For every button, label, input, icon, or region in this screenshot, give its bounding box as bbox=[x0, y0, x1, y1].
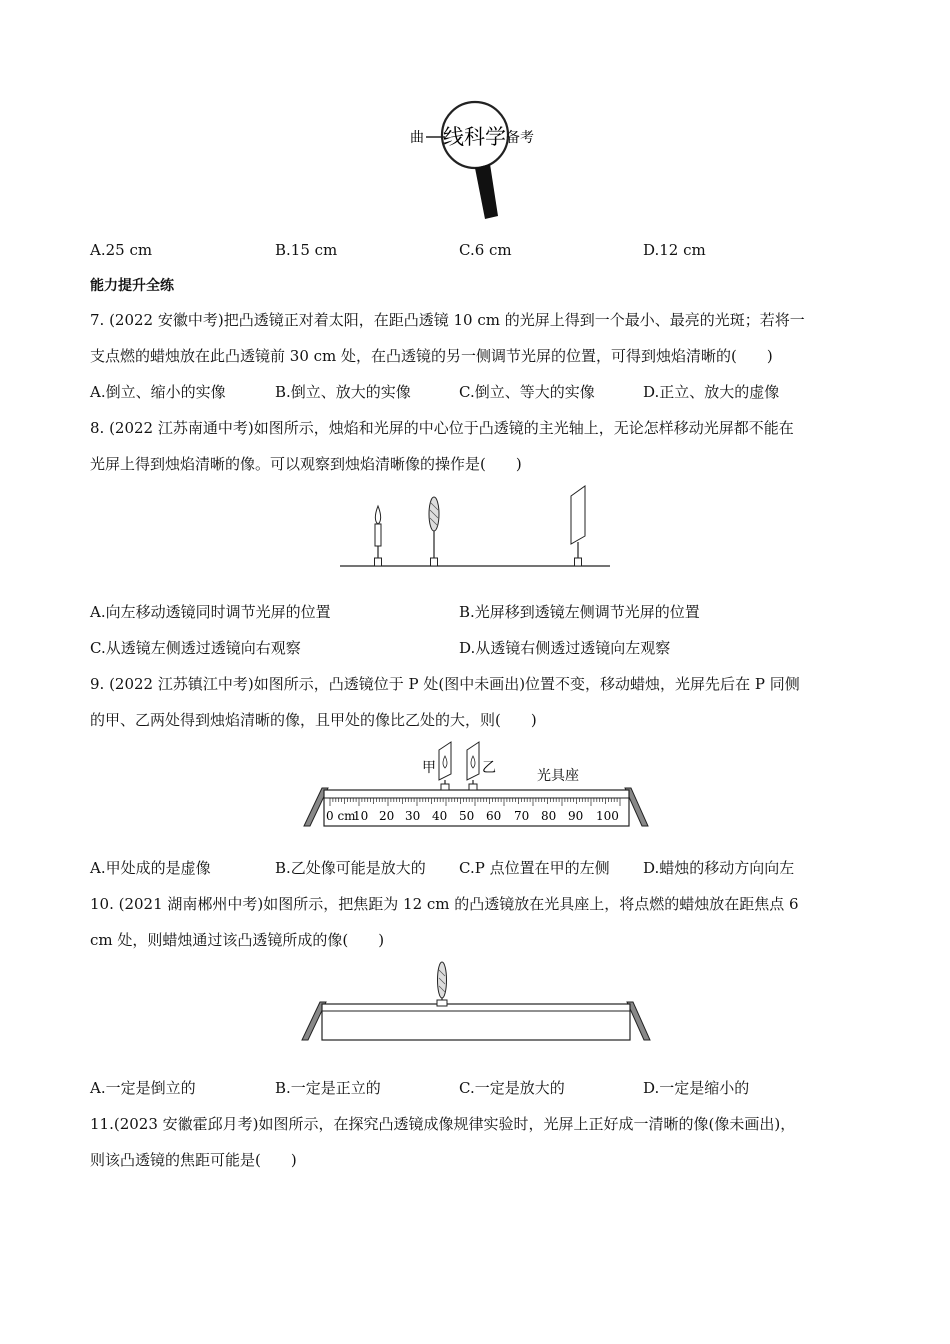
ruler-label-10: 10 bbox=[353, 809, 369, 823]
screen-yi-icon bbox=[467, 742, 479, 790]
q9-text-line1: 9. (2022 江苏镇江中考)如图所示，凸透镜位于 P 处(图中未画出)位置不变，移动蜡烛，光屏先后在 P 同侧 bbox=[90, 675, 800, 693]
q7-text-line1: 7. (2022 安徽中考)把凸透镜正对着太阳，在距凸透镜 10 cm 的光屏上得到一个最小、最亮的光斑；若将一 bbox=[90, 311, 805, 329]
convex-lens-icon bbox=[429, 497, 439, 566]
ruler-label-100: 100 bbox=[596, 809, 619, 823]
q8-option-a: A.向左移动透镜同时调节光屏的位置 bbox=[90, 603, 331, 621]
q9-text-line2: 的甲、乙两处得到烛焰清晰的像，且甲处的像比乙处的大，则( ) bbox=[90, 711, 537, 729]
logo-text-right: 备考 bbox=[506, 130, 534, 146]
label-yi: 乙 bbox=[482, 760, 496, 776]
q11-text-line2: 则该凸透镜的焦距可能是( ) bbox=[90, 1151, 297, 1169]
section-title: 能力提升全练 bbox=[90, 278, 174, 294]
q7-option-d: D.正立、放大的虚像 bbox=[643, 383, 780, 401]
header-logo bbox=[400, 90, 560, 220]
logo-text-left: 曲 bbox=[410, 130, 424, 146]
convex-lens-icon bbox=[437, 962, 447, 1006]
q10-option-d: D.一定是缩小的 bbox=[643, 1079, 750, 1097]
label-optical-bench: 光具座 bbox=[537, 768, 579, 784]
q7-text-line2: 支点燃的蜡烛放在此凸透镜前 30 cm 处，在凸透镜的另一侧调节光屏的位置，可得到烛焰清晰的( ) bbox=[90, 347, 773, 365]
q6-option-b: B.15 cm bbox=[275, 241, 338, 259]
q10-option-a: A.一定是倒立的 bbox=[90, 1079, 196, 1097]
ruler-label-0: 0 cm bbox=[326, 809, 356, 823]
q10-figure bbox=[300, 958, 652, 1044]
ruler-label-80: 80 bbox=[541, 809, 557, 823]
q6-option-d: D.12 cm bbox=[643, 241, 706, 259]
q9-option-b: B.乙处像可能是放大的 bbox=[275, 859, 426, 877]
ruler-label-20: 20 bbox=[379, 809, 395, 823]
q8-figure bbox=[340, 484, 612, 570]
q10-text-line1: 10. (2021 湖南郴州中考)如图所示，把焦距为 12 cm 的凸透镜放在光具座上，将点燃的蜡烛放在距焦点 6 bbox=[90, 895, 799, 913]
q7-option-a: A.倒立、缩小的实像 bbox=[90, 383, 226, 401]
q6-option-c: C.6 cm bbox=[459, 241, 512, 259]
q9-option-a: A.甲处成的是虚像 bbox=[90, 859, 211, 877]
magnifier-handle bbox=[475, 164, 498, 219]
q8-option-b: B.光屏移到透镜左侧调节光屏的位置 bbox=[459, 603, 700, 621]
q10-option-b: B.一定是正立的 bbox=[275, 1079, 381, 1097]
ruler-label-60: 60 bbox=[486, 809, 502, 823]
screen-jia-icon bbox=[439, 742, 451, 790]
q7-option-c: C.倒立、等大的实像 bbox=[459, 383, 595, 401]
logo-text-main: 线科学 bbox=[443, 125, 506, 149]
q11-text-line1: 11.(2023 安徽霍邱月考)如图所示，在探究凸透镜成像规律实验时，光屏上正好成一清晰的像(像未画出)， bbox=[90, 1115, 796, 1133]
ruler-label-90: 90 bbox=[568, 809, 584, 823]
q9-option-d: D.蜡烛的移动方向向左 bbox=[643, 859, 795, 877]
ruler-label-50: 50 bbox=[459, 809, 475, 823]
q10-text-line2: cm 处，则蜡烛通过该凸透镜所成的像( ) bbox=[90, 931, 385, 949]
q10-option-c: C.一定是放大的 bbox=[459, 1079, 565, 1097]
ruler-label-70: 70 bbox=[514, 809, 530, 823]
q8-option-c: C.从透镜左侧透过透镜向右观察 bbox=[90, 639, 301, 657]
label-jia: 甲 bbox=[422, 760, 436, 776]
q8-option-d: D.从透镜右侧透过透镜向左观察 bbox=[459, 639, 671, 657]
q8-text-line1: 8. (2022 江苏南通中考)如图所示，烛焰和光屏的中心位于凸透镜的主光轴上，无论怎样移动光屏都不能在 bbox=[90, 419, 794, 437]
ruler-label-30: 30 bbox=[405, 809, 421, 823]
q9-figure bbox=[300, 740, 652, 832]
q7-option-b: B.倒立、放大的实像 bbox=[275, 383, 411, 401]
optical-bench bbox=[322, 1004, 630, 1040]
q9-option-c: C.P 点位置在甲的左侧 bbox=[459, 859, 610, 877]
q6-option-a: A.25 cm bbox=[90, 241, 153, 259]
q8-text-line2: 光屏上得到烛焰清晰的像。可以观察到烛焰清晰像的操作是( ) bbox=[90, 455, 522, 473]
candle-icon bbox=[375, 506, 382, 566]
ruler-label-40: 40 bbox=[432, 809, 448, 823]
light-screen-icon bbox=[571, 486, 585, 566]
